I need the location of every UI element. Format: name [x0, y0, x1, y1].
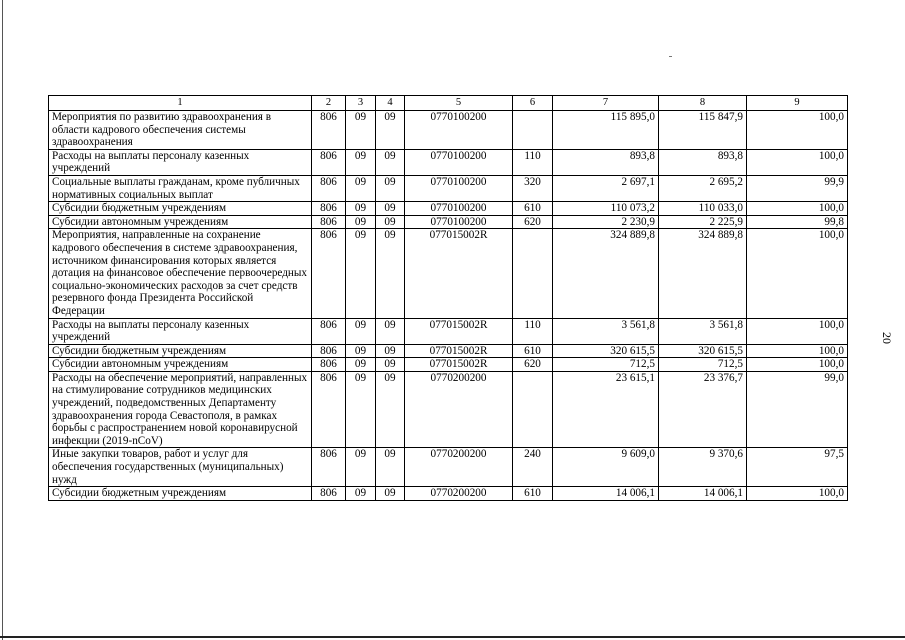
row-fact-cell: 23 376,7 [659, 371, 747, 448]
row-target-article-cell: 077015002R [405, 344, 513, 358]
table-row [49, 175, 848, 201]
row-percent-cell: 100,0 [747, 487, 848, 501]
row-expense-type-cell: 240 [513, 448, 553, 487]
row-plan-cell: 9 609,0 [553, 448, 659, 487]
row-expense-type-cell: 110 [513, 318, 553, 344]
table-row [49, 149, 848, 175]
row-name-cell: Мероприятия, направленные на сохранение кадрового обеспечения в системе здравоохранения, источником финансирования которых является дотация на финансовое обеспечение первоочередных социально-экономических расходов за счет средств резервного фонда Президента Российской Федерации [49, 229, 312, 318]
row-expense-type-cell: 610 [513, 344, 553, 358]
row-name-cell: Иные закупки товаров, работ и услуг для обеспечения государственных (муниципальных) нужд [49, 448, 312, 487]
scan-edge-bottom [0, 636, 905, 638]
row-name-cell: Расходы на выплаты персоналу казенных учреждений [49, 149, 312, 175]
header-cell: 2 [312, 96, 346, 111]
header-cell: 3 [346, 96, 376, 111]
row-section-cell: 09 [346, 229, 376, 318]
row-target-article-cell: 0770100200 [405, 111, 513, 150]
row-section-cell: 09 [346, 215, 376, 229]
row-percent-cell: 99,0 [747, 371, 848, 448]
row-subsection-cell: 09 [376, 229, 405, 318]
row-subsection-cell: 09 [376, 344, 405, 358]
row-target-article-cell: 0770200200 [405, 371, 513, 448]
row-name-cell: Расходы на обеспечение мероприятий, направленных на стимулирование сотрудников медицинских учреждений, подведомственных Департаменту здравоохранения города Севастополя, в рамках борьбы с распространением новой коронавирусной инфекции (2019-nCoV) [49, 371, 312, 448]
row-section-cell: 09 [346, 111, 376, 150]
row-percent-cell: 100,0 [747, 111, 848, 150]
row-fact-cell: 320 615,5 [659, 344, 747, 358]
row-grbs-cell: 806 [312, 487, 346, 501]
row-percent-cell: 100,0 [747, 149, 848, 175]
row-subsection-cell: 09 [376, 215, 405, 229]
row-percent-cell: 100,0 [747, 344, 848, 358]
row-percent-cell: 100,0 [747, 202, 848, 216]
row-plan-cell: 14 006,1 [553, 487, 659, 501]
row-percent-cell: 99,9 [747, 175, 848, 201]
budget-table [48, 95, 848, 501]
row-plan-cell: 3 561,8 [553, 318, 659, 344]
row-grbs-cell: 806 [312, 149, 346, 175]
row-percent-cell: 99,8 [747, 215, 848, 229]
row-grbs-cell: 806 [312, 448, 346, 487]
header-cell: 1 [49, 96, 312, 111]
row-plan-cell: 320 615,5 [553, 344, 659, 358]
row-section-cell: 09 [346, 175, 376, 201]
table-row [49, 358, 848, 372]
row-target-article-cell: 077015002R [405, 318, 513, 344]
row-plan-cell: 712,5 [553, 358, 659, 372]
row-fact-cell: 115 847,9 [659, 111, 747, 150]
row-plan-cell: 2 697,1 [553, 175, 659, 201]
row-fact-cell: 9 370,6 [659, 448, 747, 487]
scan-mark [669, 56, 672, 57]
row-grbs-cell: 806 [312, 344, 346, 358]
row-name-cell: Субсидии бюджетным учреждениям [49, 202, 312, 216]
row-expense-type-cell: 610 [513, 202, 553, 216]
row-section-cell: 09 [346, 371, 376, 448]
row-target-article-cell: 0770200200 [405, 487, 513, 501]
row-subsection-cell: 09 [376, 487, 405, 501]
row-percent-cell: 100,0 [747, 318, 848, 344]
row-fact-cell: 2 225,9 [659, 215, 747, 229]
row-name-cell: Субсидии бюджетным учреждениям [49, 344, 312, 358]
row-plan-cell: 23 615,1 [553, 371, 659, 448]
row-name-cell: Социальные выплаты гражданам, кроме публичных нормативных социальных выплат [49, 175, 312, 201]
row-percent-cell: 100,0 [747, 358, 848, 372]
row-fact-cell: 3 561,8 [659, 318, 747, 344]
row-target-article-cell: 077015002R [405, 358, 513, 372]
row-section-cell: 09 [346, 358, 376, 372]
row-grbs-cell: 806 [312, 202, 346, 216]
row-target-article-cell: 0770100200 [405, 215, 513, 229]
row-plan-cell: 893,8 [553, 149, 659, 175]
row-fact-cell: 712,5 [659, 358, 747, 372]
row-fact-cell: 324 889,8 [659, 229, 747, 318]
scan-edge-left [2, 0, 3, 640]
row-percent-cell: 100,0 [747, 229, 848, 318]
row-expense-type-cell: 320 [513, 175, 553, 201]
row-section-cell: 09 [346, 448, 376, 487]
row-target-article-cell: 077015002R [405, 229, 513, 318]
row-name-cell: Субсидии автономным учреждениям [49, 215, 312, 229]
row-section-cell: 09 [346, 344, 376, 358]
row-subsection-cell: 09 [376, 149, 405, 175]
row-subsection-cell: 09 [376, 358, 405, 372]
row-fact-cell: 893,8 [659, 149, 747, 175]
row-grbs-cell: 806 [312, 215, 346, 229]
row-plan-cell: 110 073,2 [553, 202, 659, 216]
table-row [49, 318, 848, 344]
page-number: 20 [880, 332, 894, 344]
row-grbs-cell: 806 [312, 318, 346, 344]
row-expense-type-cell [513, 111, 553, 150]
row-subsection-cell: 09 [376, 202, 405, 216]
row-grbs-cell: 806 [312, 111, 346, 150]
table-row [49, 215, 848, 229]
row-section-cell: 09 [346, 487, 376, 501]
row-name-cell: Расходы на выплаты персоналу казенных учреждений [49, 318, 312, 344]
row-subsection-cell: 09 [376, 448, 405, 487]
row-fact-cell: 2 695,2 [659, 175, 747, 201]
table-row [49, 202, 848, 216]
header-cell: 9 [747, 96, 848, 111]
header-cell: 4 [376, 96, 405, 111]
row-expense-type-cell: 620 [513, 215, 553, 229]
row-expense-type-cell: 620 [513, 358, 553, 372]
header-cell: 6 [513, 96, 553, 111]
row-expense-type-cell [513, 371, 553, 448]
row-expense-type-cell: 610 [513, 487, 553, 501]
row-percent-cell: 97,5 [747, 448, 848, 487]
row-section-cell: 09 [346, 318, 376, 344]
row-subsection-cell: 09 [376, 318, 405, 344]
header-cell: 5 [405, 96, 513, 111]
row-plan-cell: 324 889,8 [553, 229, 659, 318]
row-subsection-cell: 09 [376, 175, 405, 201]
row-grbs-cell: 806 [312, 371, 346, 448]
row-grbs-cell: 806 [312, 175, 346, 201]
row-section-cell: 09 [346, 149, 376, 175]
table-row [49, 229, 848, 318]
table-row [49, 111, 848, 150]
table-row [49, 448, 848, 487]
header-row [49, 96, 848, 111]
row-fact-cell: 14 006,1 [659, 487, 747, 501]
row-expense-type-cell: 110 [513, 149, 553, 175]
row-expense-type-cell [513, 229, 553, 318]
row-plan-cell: 2 230,9 [553, 215, 659, 229]
row-fact-cell: 110 033,0 [659, 202, 747, 216]
header-cell: 7 [553, 96, 659, 111]
row-target-article-cell: 0770200200 [405, 448, 513, 487]
row-grbs-cell: 806 [312, 229, 346, 318]
row-section-cell: 09 [346, 202, 376, 216]
table-row [49, 487, 848, 501]
table-row [49, 371, 848, 448]
row-target-article-cell: 0770100200 [405, 202, 513, 216]
row-subsection-cell: 09 [376, 111, 405, 150]
row-name-cell: Субсидии бюджетным учреждениям [49, 487, 312, 501]
row-plan-cell: 115 895,0 [553, 111, 659, 150]
row-name-cell: Субсидии автономным учреждениям [49, 358, 312, 372]
table-row [49, 344, 848, 358]
row-grbs-cell: 806 [312, 358, 346, 372]
row-name-cell: Мероприятия по развитию здравоохранения в области кадрового обеспечения системы здравоохранения [49, 111, 312, 150]
row-target-article-cell: 0770100200 [405, 149, 513, 175]
header-cell: 8 [659, 96, 747, 111]
row-target-article-cell: 0770100200 [405, 175, 513, 201]
row-subsection-cell: 09 [376, 371, 405, 448]
